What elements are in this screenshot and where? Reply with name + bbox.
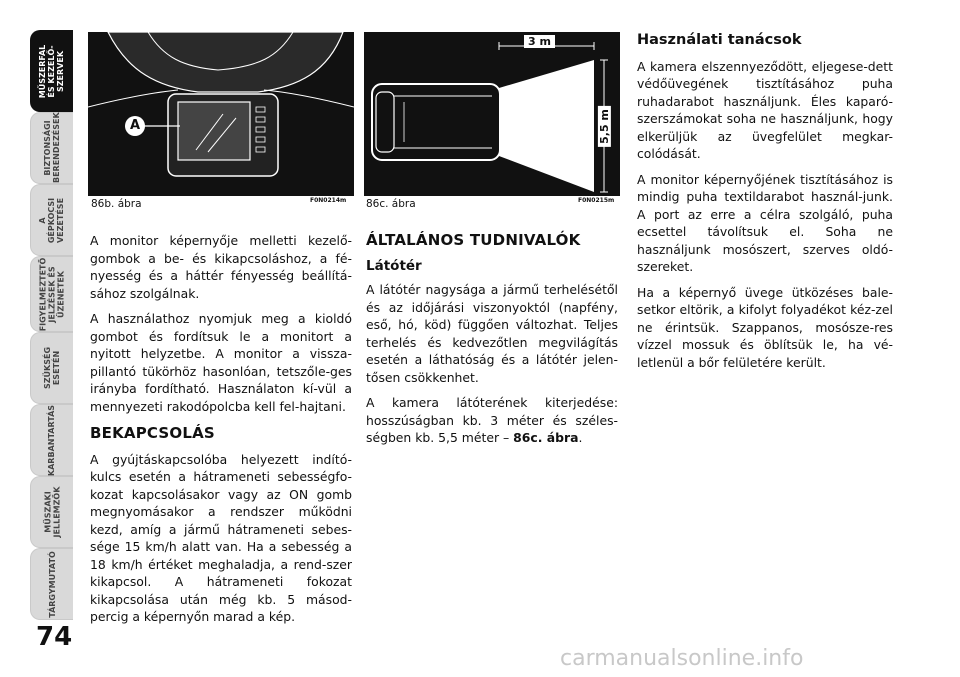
paragraph: A kamera elszennyeződött, eljegese-dett védőüvegének tisztításához puha ruhadarabot használjunk. Éles kaparó-szerszámokat soha ne használjunk, hogy elkerüljük az üvegfelület megkar-colódását. <box>637 58 893 161</box>
tab-karbantartas[interactable] <box>30 404 73 476</box>
figure-caption-86c: 86c. ábra <box>366 198 416 210</box>
paragraph-end: . <box>578 430 583 445</box>
tab-label: MŰSZERFAL ÉS KEZELŐ- SZERVEK <box>38 44 66 98</box>
column-3 <box>637 32 893 379</box>
paragraph-text: A kamera látóterének kiterjedése: hosszúságban kb. 3 méter és széles-ségben kb. 5,5 méter – <box>366 395 618 445</box>
tab-muszerfal[interactable] <box>30 30 73 112</box>
figure-caption-86b: 86b. ábra <box>91 198 142 210</box>
monitor-illustration <box>88 32 354 196</box>
figure-86b <box>88 32 354 196</box>
tab-gepkocsi[interactable] <box>30 184 73 256</box>
tab-label: KARBANTARTÁS <box>47 404 57 476</box>
tab-label: TÁRGYMUTATÓ <box>47 550 57 618</box>
column-2 <box>366 232 618 455</box>
figure-reference[interactable]: 86c. ábra <box>513 430 579 445</box>
section-heading: ÁLTALÁNOS TUDNIVALÓK <box>366 231 581 249</box>
sub-heading: Látótér <box>366 257 422 274</box>
width-label: 5,5 m <box>598 106 611 147</box>
figure-code-86b: F0N0214m <box>310 197 347 204</box>
tab-targymutato[interactable] <box>30 548 73 620</box>
tab-szukseg[interactable] <box>30 332 73 404</box>
paragraph: A monitor képernyője melletti kezelő-gombok a be- és kikapcsoláshoz, a fé-nyesség és a háttér fényesség beállítá-sához szolgálnak. <box>90 233 352 301</box>
paragraph: Ha a képernyő üvege ütközéses bale-setkor eltörik, a kifolyt folyadékot kéz-zel ne érintsük. Szappanos, mosósze-res vízzel mossuk és öblítsük le, ha vé-letlenül a bőr felületére került. <box>637 284 893 370</box>
paragraph: A látótér nagysága a jármű terhelésétől és az időjárási viszonyoktól (napfény, eső, hó, köd) függően változhat. Teljes terhelés és kedvezőtlen megvilágítás esetén a láthatóság és a látótér jelen-tősen csökkenhet. <box>366 282 618 385</box>
tab-figyelmezteto[interactable] <box>30 256 73 332</box>
figure-code-86c: F0N0215m <box>578 197 615 204</box>
page-number: 74 <box>36 622 73 652</box>
tab-label: A GÉPKOCSI VEZETÉSE <box>38 197 66 243</box>
tab-label: FIGYELMEZTETŐ JELZÉSEK ÉS ÜZENETEK <box>38 257 66 331</box>
section-heading: Használati tanácsok <box>637 32 802 48</box>
tab-label: MŰSZAKI JELLEMZŐK <box>43 486 61 538</box>
paragraph <box>366 394 618 447</box>
column-1 <box>90 232 352 634</box>
length-label: 3 m <box>524 35 555 48</box>
paragraph: A gyújtáskapcsolóba helyezett indító-kulcs esetén a hátrameneti sebességfo-kozat kapcsolásakor vagy az ON gomb megnyomásakor a rendszer működni kezd, amíg a jármű hátrameneti sebes-sége 15 km/h alatt van. Ha a sebesség a 18 km/h értéket meghaladja, a rend-szer kikapcsol. A hátrameneti fokozat kikapcsolása után még kb. 5 másod-percig a képernyőn marad a kép. <box>90 451 352 624</box>
watermark: carmanualsonline.info <box>560 646 804 671</box>
paragraph: A használathoz nyomjuk meg a kioldó gombot és fordítsuk le a monitort a nyitott helyzetbe. A monitor a vissza-pillantó tükörhöz hasonlóan, tetszőle-ges irányba fordítható. Használaton kí-vül a mennyezeti rakodópolcba kell fel-hajtani. <box>90 311 352 414</box>
figure-86c <box>364 32 620 196</box>
field-of-view-diagram <box>364 32 620 196</box>
tab-label: SZÜKSÉG ESETÉN <box>43 346 61 390</box>
tab-label: BIZTONSÁGI BERENDEZÉSEK <box>43 112 61 183</box>
section-heading: BEKAPCSOLÁS <box>90 424 215 442</box>
tab-muszaki[interactable] <box>30 476 73 548</box>
figure-marker-a: A <box>129 118 141 133</box>
tab-biztonsagi[interactable] <box>30 112 73 184</box>
paragraph: A monitor képernyőjének tisztításához is mindig puha textildarabot használ-junk. A port az erre a célra szolgáló, puha ecsettel távolítsuk el. Soha ne használjunk mosószert, szerves oldó-szereket. <box>637 171 893 274</box>
